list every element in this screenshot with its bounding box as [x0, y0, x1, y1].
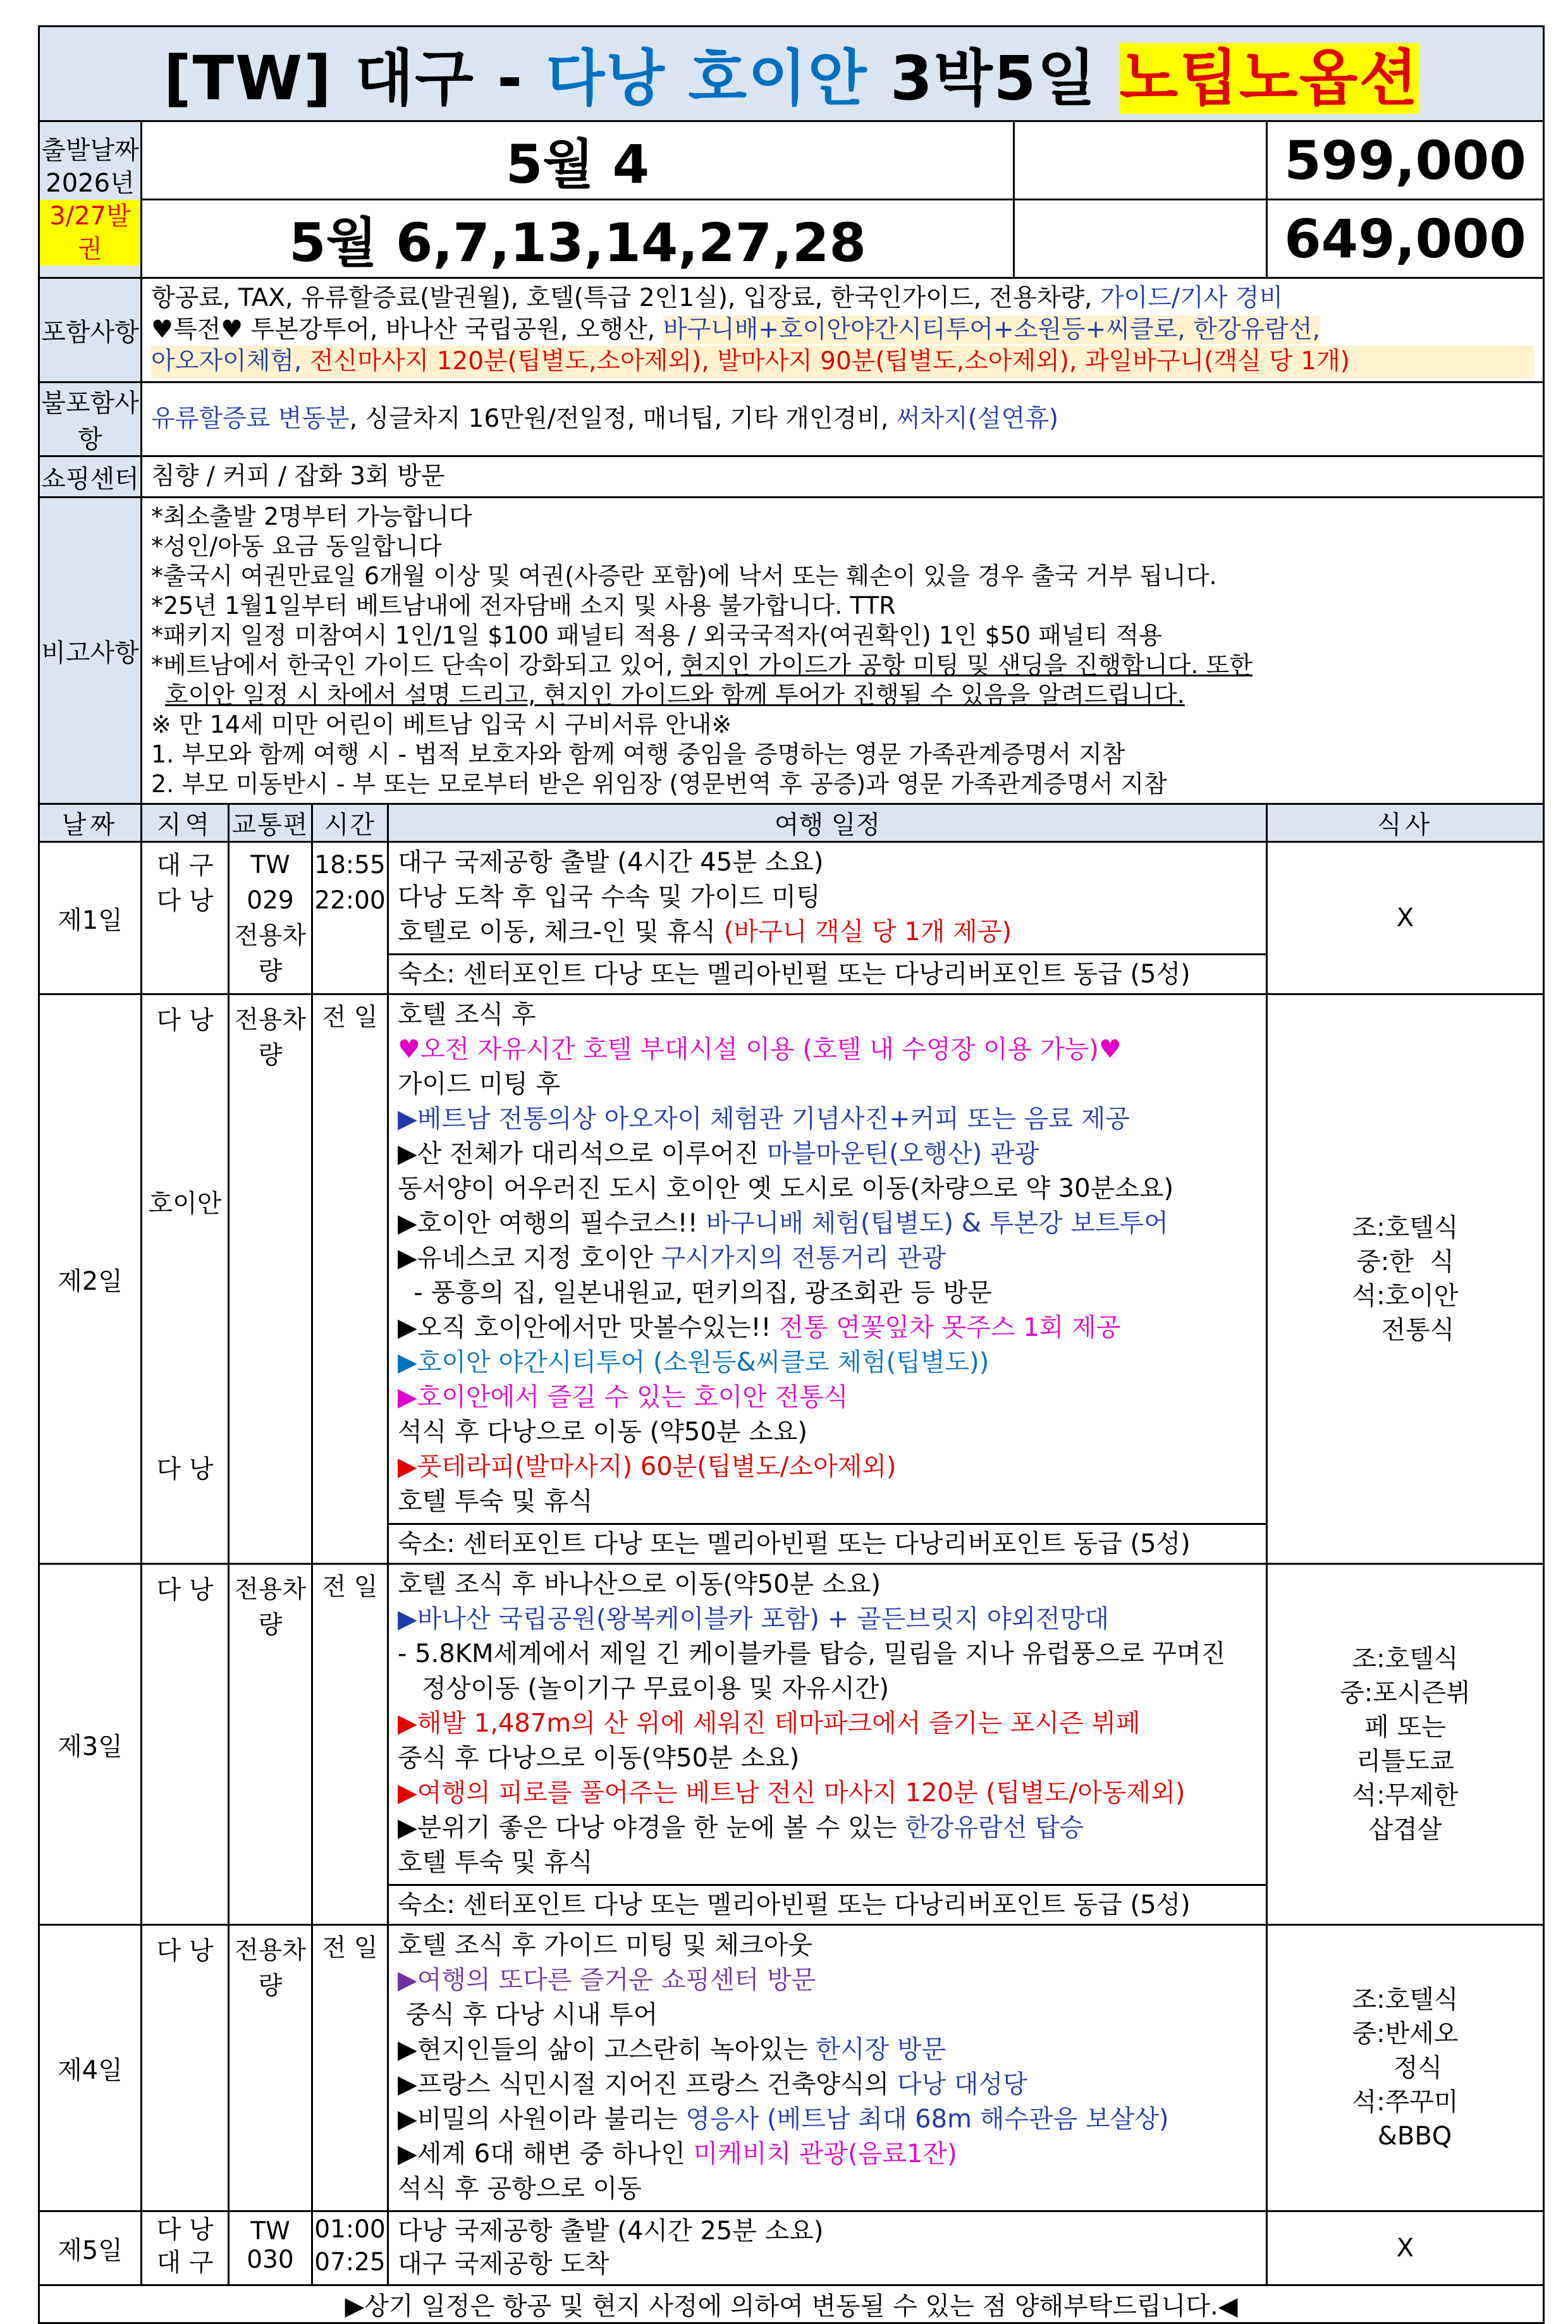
itinerary-text: (바구니 객실 당 1개 제공) — [723, 917, 1012, 946]
excluded-part-a: 유류할증료 변동분 — [151, 405, 350, 433]
remarks-content — [142, 498, 1544, 804]
region-text: 다 낭 — [156, 2215, 214, 2244]
itinerary-text: ▶유네스코 지정 호이안 — [398, 1244, 661, 1273]
itinerary-line — [398, 915, 1257, 950]
day-row-2 — [39, 994, 1544, 1564]
remark-line: *출국시 여권만료일 6개월 이상 및 여권(사증란 포함)에 낙서 또는 훼손이 있을 경우 출국 거부 됩니다. — [151, 562, 1217, 590]
day-meal — [1267, 1925, 1544, 2211]
itinerary-line: - 5.8KM세계에서 제일 긴 케이블카를 탑승, 밀림을 지나 유럽풍으로 꾸며진 — [398, 1639, 1226, 1668]
remarks-label: 비고사항 — [39, 498, 142, 804]
itinerary-line: ♥오전 자유시간 호텔 부대시설 이용 (호텔 내 수영장 이용 가능)♥ — [398, 1035, 1122, 1064]
remark-guide-c: 호이안 일정 시 차에서 설명 드리고, 현지인 가이드와 함께 투어가 진행될 수 있음을 알려드립니다. — [165, 681, 1185, 709]
itinerary-line — [398, 2067, 1257, 2102]
itinerary-text: 미케비치 관광(음료1잔) — [693, 2139, 957, 2168]
itinerary-table — [38, 25, 1545, 2324]
title-duration: 3박5일 — [867, 43, 1120, 114]
itinerary-line: 석식 후 다낭으로 이동 (약50분 소요) — [398, 1417, 808, 1446]
itinerary-line: 다낭 국제공항 출발 (4시간 25분 소요) — [398, 2217, 824, 2246]
itinerary-line — [398, 2033, 1257, 2067]
header-day: 날짜 — [39, 804, 142, 842]
itinerary-text: ▶산 전체가 대리석으로 이루어진 — [398, 1139, 767, 1168]
itinerary-text: ▶프랑스 식민시절 지어진 프랑스 건축양식의 — [398, 2070, 897, 2099]
day-label: 제5일 — [39, 2211, 142, 2285]
region-text: 다 낭 — [156, 1455, 214, 1484]
included-content — [142, 278, 1544, 382]
meal-text: &BBQ — [1377, 2122, 1452, 2151]
day-row-3 — [39, 1564, 1544, 1925]
day-meal: X — [1267, 842, 1544, 994]
itinerary-line: 중식 후 다낭 시내 투어 — [398, 2000, 658, 2029]
included-line2-a: ♥특전♥ 투본강투어, 바나산 국립공원, 오행산, — [151, 315, 663, 344]
day-time: 전 일 — [312, 1564, 388, 1925]
included-line2-b: 바구니배+호이안야간시티투어+소원등+씨클로, 한강유람선, — [663, 315, 1320, 344]
excluded-label: 불포함사항 — [39, 382, 142, 456]
itinerary-text: ▶현지인들의 삶이 고스란히 녹아있는 — [398, 2035, 816, 2064]
footer-notice: ▶상기 일정은 항공 및 현지 사정에 의하여 변동될 수 있는 점 양해부탁드립니다.◀ — [39, 2285, 1544, 2323]
day-itinerary — [388, 994, 1267, 1564]
shopping-content: 침향 / 커피 / 잡화 3회 방문 — [142, 456, 1544, 498]
itinerary-line — [398, 2137, 1257, 2172]
header-meal: 식사 — [1267, 804, 1544, 842]
meal-text: 석:무제한 — [1352, 1781, 1459, 1810]
itinerary-text: 바구니배 체험(팁별도) & 투본강 보트투어 — [706, 1209, 1168, 1238]
itinerary-line: 석식 후 공항으로 이동 — [398, 2174, 642, 2203]
included-line3-b: 전신마사지 120분(팁별도,소아제외), 발마사지 90분(팁별도,소아제외), 과일바구니(객실 당 1개) — [309, 347, 1350, 376]
time-text: 18:55 — [314, 851, 386, 879]
itinerary-line: 호텔 조식 후 — [398, 1000, 536, 1029]
day-region — [142, 842, 229, 994]
day-label: 제1일 — [39, 842, 142, 994]
day-meal — [1267, 994, 1544, 1564]
transport-text: 전용차량 — [234, 922, 307, 986]
itinerary-text: ▶분위기 좋은 다낭 야경을 한 눈에 볼 수 있는 — [398, 1813, 905, 1842]
day-itinerary — [388, 1564, 1267, 1925]
day-row-5 — [39, 2211, 1544, 2285]
itinerary-line: ▶해발 1,487m의 산 위에 세워진 테마파크에서 즐기는 포시즌 뷔페 — [398, 1709, 1141, 1738]
meal-text: 중:포시즌뷔 — [1340, 1679, 1471, 1708]
itinerary-line — [398, 1811, 1257, 1845]
day-region — [142, 994, 229, 1564]
remark-line: *25년 1월1일부터 베트남내에 전자담배 소지 및 사용 불가합니다. TTR — [151, 592, 896, 620]
day-itinerary — [388, 1925, 1267, 2211]
day-meal: X — [1267, 2211, 1544, 2285]
itinerary-line: 중식 후 다낭으로 이동(약50분 소요) — [398, 1744, 800, 1773]
meal-text: 리틀도쿄 — [1356, 1747, 1454, 1776]
day-time: 전 일 — [312, 994, 388, 1564]
excluded-part-b: , 싱글차지 16만원/전일정, 매너팁, 기타 개인경비, — [349, 405, 897, 433]
itinerary-line — [398, 1311, 1257, 1345]
itinerary-text: 호텔로 이동, 체크-인 및 휴식 — [398, 917, 724, 946]
document-title — [39, 27, 1544, 121]
lodging-info: 숙소: 센터포인트 다낭 또는 멜리아빈펄 또는 다낭리버포인트 동급 (5성) — [389, 953, 1266, 993]
meal-text: 석:호이안 — [1352, 1281, 1459, 1311]
time-text: 07:25 — [314, 2248, 386, 2277]
itinerary-line — [398, 1137, 1257, 1171]
transport-text: TW 029 — [247, 851, 294, 915]
region-text: 대 구 — [156, 851, 214, 880]
meal-text: 삽겹살 — [1368, 1815, 1442, 1844]
departure-date-1: 5월 4 — [142, 122, 1015, 199]
lodging-info: 숙소: 센터포인트 다낭 또는 멜리아빈펄 또는 다낭리버포인트 동급 (5성) — [389, 1523, 1266, 1563]
region-text: 다 낭 — [156, 886, 214, 915]
shopping-label: 쇼핑센터 — [39, 456, 142, 498]
departure-label-line2: 2026년 — [46, 168, 135, 198]
meal-text: 정식 — [1393, 2053, 1443, 2082]
departure-label — [39, 121, 142, 278]
day-label: 제4일 — [39, 1925, 142, 2211]
remark-child-1: 1. 부모와 함께 여행 시 - 법적 보호자와 함께 여행 중임을 증명하는 영문 가족관계증명서 지참 — [151, 740, 1125, 768]
day-row-1 — [39, 842, 1544, 994]
meal-text: 중:반세오 — [1352, 2019, 1459, 2048]
itinerary-line: ▶바나산 국립공원(왕복케이블카 포함) + 골든브릿지 야외전망대 — [398, 1605, 1110, 1634]
meal-text: 중:한 식 — [1356, 1247, 1454, 1276]
itinerary-line: 호텔 조식 후 가이드 미팅 및 체크아웃 — [398, 1931, 812, 1960]
time-text: 22:00 — [314, 886, 386, 915]
itinerary-line: 대구 국제공항 출발 (4시간 45분 소요) — [398, 848, 824, 877]
itinerary-line: 대구 국제공항 도착 — [398, 2249, 609, 2278]
day-region — [142, 2211, 229, 2285]
day-time — [312, 842, 388, 994]
itinerary-text: 영응사 (베트남 최대 68m 해수관음 보살상) — [685, 2105, 1169, 2134]
day-transport: TW 030 — [229, 2211, 312, 2285]
header-time: 시간 — [312, 804, 388, 842]
remark-guide-a: *베트남에서 한국인 가이드 단속이 강화되고 있어, — [151, 651, 681, 679]
title-prefix: [TW] 대구 - — [163, 43, 546, 114]
itinerary-text: 한시장 방문 — [816, 2035, 946, 2064]
remark-child-2: 2. 부모 미동반시 - 부 또는 모로부터 받은 위임장 (영문번역 후 공증)과 영문 가족관계증명서 지참 — [151, 770, 1167, 798]
day-time: 전 일 — [312, 1925, 388, 2211]
itinerary-line: 동서양이 어우러진 도시 호이안 옛 도시로 이동(차량으로 약 30분소요) — [398, 1174, 1174, 1203]
title-route: 다낭 호이안 — [546, 43, 868, 114]
included-line3-a: 아오자이체험, — [151, 347, 310, 376]
excluded-content — [142, 382, 1544, 456]
itinerary-line: ▶호이안에서 즐길 수 있는 호이안 전통식 — [398, 1383, 848, 1412]
remark-child-title: ※ 만 14세 미만 어린이 베트남 입국 시 구비서류 안내※ — [151, 711, 732, 738]
title-badge: 노팁노옵션 — [1119, 43, 1419, 114]
day-label: 제2일 — [39, 994, 142, 1564]
day-meal — [1267, 1564, 1544, 1925]
itinerary-line: ▶풋테라피(발마사지) 60분(팁별도/소아제외) — [398, 1452, 897, 1481]
lodging-info: 숙소: 센터포인트 다낭 또는 멜리아빈펄 또는 다낭리버포인트 동급 (5성) — [389, 1884, 1266, 1924]
region-text: 대 구 — [156, 2248, 214, 2277]
itinerary-text: ▶호이안 여행의 필수코스!! — [398, 1209, 706, 1238]
departure-dates-row2 — [142, 200, 1267, 278]
itinerary-line: 호텔 투숙 및 휴식 — [398, 1487, 593, 1516]
day-label: 제3일 — [39, 1564, 142, 1925]
departure-label-line1: 출발날짜 — [41, 135, 139, 165]
itinerary-text: 전통 연꽃잎차 못주스 1회 제공 — [779, 1313, 1121, 1342]
departure-label-line3: 3/27발권 — [40, 200, 140, 266]
itinerary-text: ▶비밀의 사원이라 불리는 — [398, 2105, 686, 2134]
departure-price-1: 599,000 — [1267, 121, 1544, 200]
meal-text: 조:호텔식 — [1352, 1985, 1459, 2014]
itinerary-document — [38, 25, 1543, 2324]
itinerary-line: 호텔 조식 후 바나산으로 이동(약50분 소요) — [398, 1570, 881, 1599]
itinerary-line: 호텔 투숙 및 휴식 — [398, 1848, 593, 1877]
itinerary-text: 한강유람선 탑승 — [905, 1813, 1084, 1842]
included-label: 포함사항 — [39, 278, 142, 382]
departure-date-2: 5월 6,7,13,14,27,28 — [142, 200, 1015, 277]
meal-text: 석:쭈꾸미 — [1352, 2088, 1459, 2117]
meal-text: 페 또는 — [1364, 1713, 1446, 1742]
included-line1-b: 가이드/기사 경비 — [1099, 284, 1283, 312]
meal-text: 조:호텔식 — [1352, 1644, 1459, 1673]
day-row-4 — [39, 1925, 1544, 2211]
region-text: 다 낭 — [156, 1006, 214, 1035]
header-itinerary: 여행 일정 — [388, 804, 1267, 842]
departure-dates-row1 — [142, 121, 1267, 200]
departure-price-2: 649,000 — [1267, 200, 1544, 278]
day-itinerary — [388, 842, 1267, 994]
itinerary-text: ▶세계 6대 해변 중 하나인 — [398, 2139, 694, 2168]
remark-guide-b: 현지인 가이드가 공항 미팅 및 샌딩을 진행합니다. 또한 — [680, 651, 1253, 679]
time-text: 01:00 — [314, 2215, 386, 2244]
region-text: 호이안 — [148, 1189, 222, 1218]
header-transport: 교통편 — [229, 804, 312, 842]
itinerary-text: ▶오직 호이안에서만 맛볼수있는!! — [398, 1313, 780, 1342]
day-region: 다 낭 — [142, 1925, 229, 2211]
excluded-part-c: 써차지(설연휴) — [896, 405, 1059, 433]
itinerary-line: ▶여행의 또다른 즐거운 쇼핑센터 방문 — [398, 1966, 816, 1995]
header-region: 지역 — [142, 804, 229, 842]
day-transport: 전용차량 — [229, 1925, 312, 2211]
included-line1-a: 항공료, TAX, 유류할증료(발권월), 호텔(특급 2인1실), 입장료, 한국인가이드, 전용차량, — [151, 284, 1100, 312]
itinerary-line: ▶여행의 피로를 풀어주는 베트남 전신 마사지 120분 (팁별도/아동제외) — [398, 1778, 1185, 1807]
day-time — [312, 2211, 388, 2285]
itinerary-line — [398, 1206, 1257, 1241]
itinerary-text: 다낭 대성당 — [897, 2070, 1027, 2099]
itinerary-text: 구시가지의 전통거리 관광 — [661, 1244, 946, 1273]
itinerary-line: ▶호이안 야간시티투어 (소원등&씨클로 체험(팁별도)) — [398, 1348, 989, 1377]
meal-text: 조:호텔식 — [1352, 1213, 1459, 1242]
day-region: 다 낭 — [142, 1564, 229, 1925]
itinerary-line: 정상이동 (놀이기구 무료이용 및 자유시간) — [398, 1674, 890, 1703]
day-transport — [229, 842, 312, 994]
itinerary-line: - 풍흥의 집, 일본내원교, 떤키의집, 광조회관 등 방문 — [398, 1278, 992, 1307]
remark-line: *최소출발 2명부터 가능합니다 — [151, 503, 472, 530]
day-transport: 전용차량 — [229, 1564, 312, 1925]
meal-text: 전통식 — [1381, 1316, 1455, 1345]
itinerary-line — [398, 2102, 1257, 2137]
itinerary-line: 가이드 미팅 후 — [398, 1070, 561, 1099]
itinerary-line: ▶베트남 전통의상 아오자이 체험관 기념사진+커피 또는 음료 제공 — [398, 1104, 1130, 1134]
remark-line: *성인/아동 요금 동일합니다 — [151, 532, 442, 560]
itinerary-line: 다낭 도착 후 입국 수속 및 가이드 미팅 — [398, 883, 821, 912]
day-transport: 전용차량 — [229, 994, 312, 1564]
itinerary-text: 마블마운틴(오행산) 관광 — [766, 1139, 1039, 1168]
remark-line: *패키지 일정 미참여시 1인/1일 $100 패널티 적용 / 외국국적자(여권확인) 1인 $50 패널티 적용 — [151, 621, 1162, 649]
day-itinerary — [388, 2211, 1267, 2285]
itinerary-line — [398, 1241, 1257, 1276]
